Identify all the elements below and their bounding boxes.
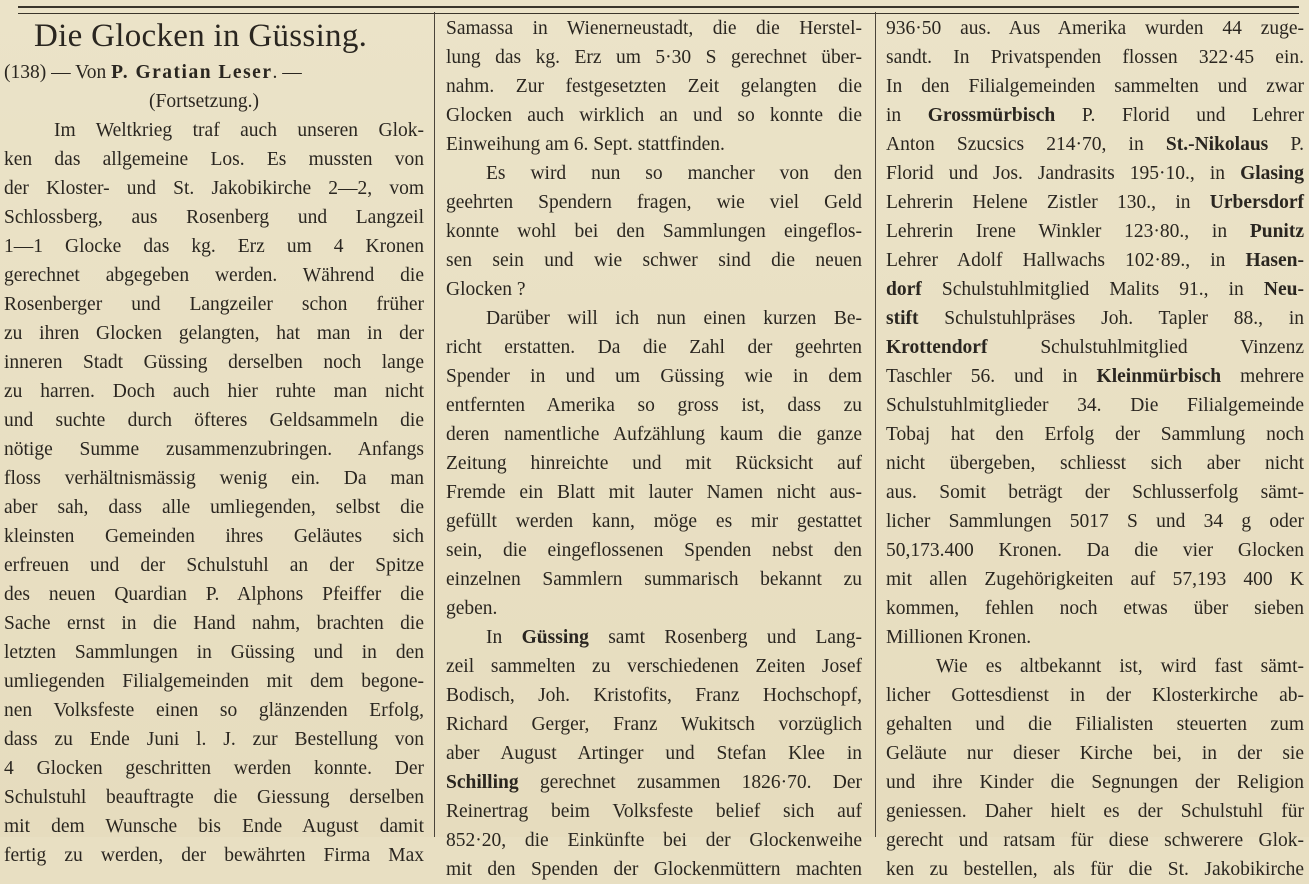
text-line: ken das allgemeine Los. Es mussten von bbox=[4, 149, 424, 170]
text-line: aus. Somit beträgt der Schlusserfolg sämt- bbox=[886, 482, 1304, 503]
text-line: geehrten Spendern fragen, wie viel Geld bbox=[446, 192, 862, 213]
text-line: richt erstatten. Da die Zahl der geehrten bbox=[446, 337, 862, 358]
text-line: Lehrerin Helene Zistler 130., in Urbersdorf bbox=[886, 192, 1304, 213]
text-line: In Güssing samt Rosenberg und Lang- bbox=[486, 627, 863, 648]
text-line: 50,173.400 Kronen. Da die vier Glocken bbox=[886, 540, 1304, 561]
text-line: sein, die eingeflossenen Spenden nebst den bbox=[446, 540, 862, 561]
bold-place-name: dorf bbox=[886, 279, 922, 300]
text-line: nicht übergeben, schliesst sich aber nicht bbox=[886, 453, 1304, 474]
text-line: Taschler 56. und in Kleinmürbisch mehrere bbox=[886, 366, 1305, 387]
text-line: mit den Spenden der Glockenmüttern machten bbox=[446, 859, 862, 880]
byline-suffix: . — bbox=[272, 62, 302, 83]
text-line: gehalten und die Filialisten steuerten zum bbox=[886, 714, 1304, 735]
bold-place-name: Kleinmürbisch bbox=[1096, 366, 1222, 387]
text-line: letzten Sammlungen in Güssing und in den bbox=[4, 642, 424, 663]
text-line: Fremde ein Blatt mit lauter Namen nicht aus- bbox=[446, 482, 862, 503]
continued-note: (Fortsetzung.) bbox=[149, 91, 259, 112]
text-line: Krottendorf Schulstuhlmitglied Vinzenz bbox=[886, 337, 1304, 358]
text-line: 4 Glocken geschritten werden konnte. Der bbox=[4, 758, 424, 779]
text-line: In den Filialgemeinden sammelten und zwar bbox=[886, 76, 1304, 97]
text-line: sen sein und wie schwer sind die neuen bbox=[446, 250, 862, 271]
text-line: Samassa in Wienerneustadt, die die Herstel- bbox=[446, 18, 862, 39]
text-line: licher Sammlungen 5017 S und 34 g oder bbox=[886, 511, 1304, 532]
text-line: Tobaj hat den Erfolg der Sammlung noch bbox=[886, 424, 1304, 445]
text-line: ken zu bestellen, als für die St. Jakobikirche bbox=[886, 859, 1304, 880]
text-line: Im Weltkrieg traf auch unseren Glok- bbox=[54, 120, 424, 141]
column-2 bbox=[446, 14, 863, 880]
text-line: mit allen Zugehörigkeiten auf 57,193 400 K bbox=[886, 569, 1304, 590]
text-line: mit dem Wunsche bis Ende August damit bbox=[4, 816, 424, 837]
bold-place-name: Punitz bbox=[1249, 221, 1304, 242]
text-line: Glocken auch wirklich an und so konnte die bbox=[446, 105, 862, 126]
text-line: gerechnet abgegeben werden. Während die bbox=[4, 265, 424, 286]
text-line: nahm. Zur festgesetzten Zeit gelangten die bbox=[446, 76, 862, 97]
text-line: deren namentliche Aufzählung kaum die ganze bbox=[446, 424, 862, 445]
bold-place-name: Schilling bbox=[446, 772, 519, 793]
text-line: Millionen Kronen. bbox=[886, 627, 1032, 648]
text-line: konnte wohl bei den Sammlungen eingeflos- bbox=[446, 221, 862, 242]
text-line: floss verhältnismässig wenig ein. Da man bbox=[4, 468, 424, 489]
text-line: aber sah, dass alle umliegenden, selbst die bbox=[4, 497, 424, 518]
bold-place-name: Neu- bbox=[1263, 279, 1304, 300]
text-line: geben. bbox=[446, 598, 498, 619]
text-line: in Grossmürbisch P. Florid und Lehrer bbox=[886, 105, 1304, 126]
text-line: 1—1 Glocke das kg. Erz um 4 Kronen bbox=[4, 236, 424, 257]
text-line: Lehrerin Irene Winkler 123·80., in Punitz bbox=[886, 221, 1304, 242]
text-line: Bodisch, Joh. Kristofits, Franz Hochschopf, bbox=[446, 685, 862, 706]
text-line: gefüllt werden kann, möge es mir gestattet bbox=[446, 511, 862, 532]
text-line: Wie es altbekannt ist, wird fast sämt- bbox=[936, 656, 1304, 677]
text-line: des neuen Quardian P. Alphons Pfeiffer die bbox=[4, 584, 424, 605]
text-line: Spender in und um Güssing wie in dem bbox=[446, 366, 862, 387]
bold-place-name: Grossmürbisch bbox=[927, 105, 1056, 126]
text-line: Lehrer Adolf Hallwachs 102·89., in Hasen- bbox=[886, 250, 1304, 271]
text-line: dass zu Ende Juni l. J. zur Bestellung von bbox=[4, 729, 424, 750]
text-line: kommen, fehlen noch etwas über sieben bbox=[886, 598, 1304, 619]
text-line: dorf Schulstuhlmitglied Malits 91., in Neu- bbox=[886, 279, 1304, 300]
text-line: Zeitung hinreichte und mit Rücksicht auf bbox=[446, 453, 862, 474]
text-line: nötige Summe zusammenzubringen. Anfangs bbox=[4, 439, 424, 460]
text-line: inneren Stadt Güssing derselben noch lange bbox=[4, 352, 424, 373]
article-title: Die Glocken in Güssing. bbox=[34, 18, 368, 54]
column-1 bbox=[4, 14, 424, 866]
bold-place-name: stift bbox=[886, 308, 919, 329]
text-line: Geläute nur dieser Kirche bei, in der sie bbox=[886, 743, 1304, 764]
text-line: Richard Gerger, Franz Wukitsch vorzüglich bbox=[446, 714, 862, 735]
text-line: zu harren. Doch auch hier ruhte man nicht bbox=[4, 381, 424, 402]
text-line: Es wird nun so mancher von den bbox=[486, 163, 862, 184]
column-divider bbox=[875, 12, 876, 837]
text-line: zeil sammelten zu verschiedenen Zeiten Josef bbox=[446, 656, 862, 677]
column-3-text bbox=[886, 14, 1304, 884]
text-line: Schulstuhlmitglieder 34. Die Filialgemeinde bbox=[886, 395, 1304, 416]
column-2-text bbox=[446, 14, 862, 884]
text-line: stift Schulstuhlpräses Joh. Tapler 88., in bbox=[886, 308, 1304, 329]
text-line: einzelnen Sammlern summarisch bekannt zu bbox=[446, 569, 862, 590]
text-line: geniessen. Daher hielt es der Schulstuhl für bbox=[886, 801, 1304, 822]
text-line: fertig zu werden, der bewährten Firma Max bbox=[4, 845, 424, 866]
text-line: der Kloster- und St. Jakobikirche 2—2, vom bbox=[4, 178, 424, 199]
byline-prefix: (138) — Von bbox=[4, 62, 112, 83]
text-line: und suchte durch öfteres Geldsammeln die bbox=[4, 410, 424, 431]
text-line: entfernten Amerika so gross ist, dass zu bbox=[446, 395, 862, 416]
text-line: lung das kg. Erz um 5·30 S gerechnet über- bbox=[446, 47, 862, 68]
text-line: Schulstuhl beauftragte die Giessung derselben bbox=[4, 787, 424, 808]
text-line: Rosenberger und Langzeiler schon früher bbox=[4, 294, 424, 315]
bold-place-name: Hasen- bbox=[1245, 250, 1304, 271]
text-line: umliegenden Filialgemeinden mit dem begone- bbox=[4, 671, 424, 692]
text-line: Anton Szucsics 214·70, in St.-Nikolaus P. bbox=[886, 134, 1304, 155]
bold-place-name: Glasing bbox=[1240, 163, 1304, 184]
top-rule bbox=[18, 6, 1299, 14]
bold-place-name: Güssing bbox=[521, 627, 589, 648]
bold-place-name: Urbersdorf bbox=[1209, 192, 1304, 213]
text-line: Glocken ? bbox=[446, 279, 526, 300]
text-line: licher Gottesdienst in der Klosterkirche ab- bbox=[886, 685, 1304, 706]
text-line: Einweihung am 6. Sept. stattfinden. bbox=[446, 134, 725, 155]
text-line: Sache ernst in die Hand nahm, brachten die bbox=[4, 613, 424, 634]
article-byline bbox=[4, 58, 424, 87]
text-line: Darüber will ich nun einen kurzen Be- bbox=[486, 308, 862, 329]
text-line: Reinertrag beim Volksfeste belief sich auf bbox=[446, 801, 862, 822]
text-line: zu ihren Glocken gelangten, hat man in der bbox=[4, 323, 424, 344]
text-line: Schilling gerechnet zusammen 1826·70. Der bbox=[446, 772, 862, 793]
text-line: Florid und Jos. Jandrasits 195·10., in Glasing bbox=[886, 163, 1304, 184]
text-line: sandt. In Privatspenden flossen 322·45 ein. bbox=[886, 47, 1304, 68]
text-line: nen Volksfeste einen so glänzenden Erfolg, bbox=[4, 700, 424, 721]
text-line: aber August Artinger und Stefan Klee in bbox=[446, 743, 862, 764]
text-line: Schlossberg, aus Rosenberg und Langzeil bbox=[4, 207, 424, 228]
bold-place-name: St.-Nikolaus bbox=[1165, 134, 1269, 155]
text-line: erfreuen und der Schulstuhl an der Spitze bbox=[4, 555, 424, 576]
column-divider bbox=[434, 12, 435, 837]
text-line: und ihre Kinder die Segnungen der Religion bbox=[886, 772, 1304, 793]
column-3 bbox=[886, 14, 1305, 880]
text-line: gerecht und ratsam für diese schwerere Glok- bbox=[886, 830, 1304, 851]
byline-author: P. Gratian Leser bbox=[111, 62, 273, 83]
column-1-text bbox=[4, 116, 424, 870]
text-line: 936·50 aus. Aus Amerika wurden 44 zuge- bbox=[886, 18, 1304, 39]
text-line: 852·20, die Einkünfte bei der Glockenweihe bbox=[446, 830, 862, 851]
text-line: kleinsten Gemeinden ihres Geläutes sich bbox=[4, 526, 424, 547]
bold-place-name: Krottendorf bbox=[886, 337, 988, 358]
